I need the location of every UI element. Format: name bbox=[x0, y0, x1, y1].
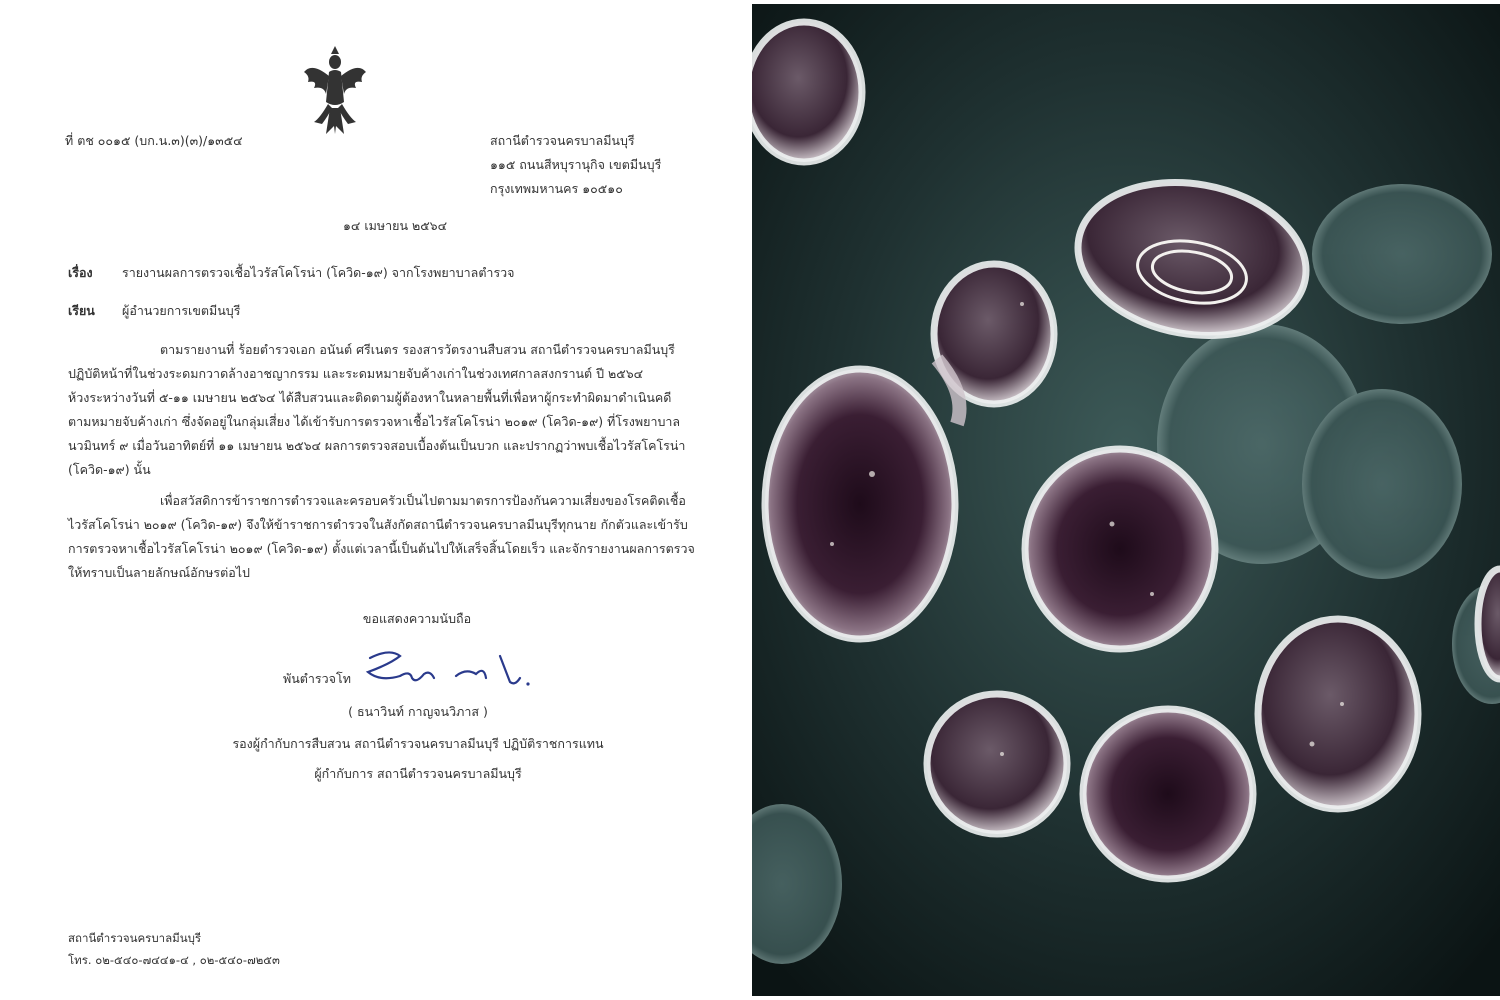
signer-title-line-1: รองผู้กำกับการสืบสวน สถานีตำรวจนครบาลมีนบุรี ปฏิบัติราชการแทน bbox=[232, 736, 604, 751]
virus-micrograph bbox=[752, 4, 1500, 996]
paragraph-line: นวมินทร์ ๙ เมื่อวันอาทิตย์ที่ ๑๑ เมษายน ๒๕๖๔ ผลการตรวจสอบเบื้องต้นเป็นบวก และปรากฏว่าพบเชื้อไวรัสโคโรน่า bbox=[68, 438, 686, 453]
paragraph-line: เพื่อสวัสดิการข้าราชการตำรวจและครอบครัวเป็นไปตามมาตรการป้องกันความเสี่ยงของโรคติดเชื้อ bbox=[160, 493, 686, 508]
recipient-text: ผู้อำนวยการเขตมีนบุรี bbox=[122, 303, 241, 318]
signer-rank: พันตำรวจโท bbox=[283, 671, 351, 686]
paragraph-line: ให้ทราบเป็นลายลักษณ์อักษรต่อไป bbox=[68, 565, 250, 580]
closing-salutation: ขอแสดงความนับถือ bbox=[362, 611, 472, 626]
paragraph-line: ตามรายงานที่ ร้อยตำรวจเอก อนันต์ ศรีเนตร รองสารวัตรงานสืบสวน สถานีตำรวจนครบาลมีนบุรี bbox=[160, 342, 675, 357]
letter-reference-number: ที่ ตช ๐๐๑๕ (บก.น.๓)(๓)/๑๓๕๔ bbox=[65, 133, 243, 148]
paragraph-line: ปฏิบัติหน้าที่ในช่วงระดมกวาดล้างอาชญากรรม และระดมหมายจับค้างเก่าในช่วงเทศกาลสงกรานต์ ปี ๒๕๖๔ bbox=[68, 366, 644, 381]
paragraph-line: ห้วงระหว่างวันที่ ๕-๑๑ เมษายน ๒๕๖๔ ได้สืบสวนและติดตามผู้ต้องหาในหลายพื้นที่เพื่อหาผู้กระทำผิดมาดำเนินคดี bbox=[68, 390, 672, 405]
micrograph-image bbox=[752, 4, 1500, 996]
subject-label: เรื่อง bbox=[68, 265, 93, 280]
letter-date: ๑๔ เมษายน ๒๕๖๔ bbox=[343, 218, 448, 233]
signer-name: ( ธนาวินท์ กาญจนวิภาส ) bbox=[348, 704, 488, 719]
paragraph-line: (โควิด-๑๙) นั้น bbox=[68, 462, 151, 477]
office-address-line-3: กรุงเทพมหานคร ๑๐๕๑๐ bbox=[490, 181, 623, 196]
office-address-line-1: สถานีตำรวจนครบาลมีนบุรี bbox=[490, 133, 635, 148]
office-address-line-2: ๑๑๕ ถนนสีหบุรานุกิจ เขตมีนบุรี bbox=[490, 157, 662, 172]
footer-office: สถานีตำรวจนครบาลมีนบุรี bbox=[68, 931, 202, 945]
footer-phone: โทร. ๐๒-๕๔๐-๗๔๔๑-๔ , ๐๒-๕๔๐-๗๒๕๓ bbox=[68, 953, 280, 967]
paragraph-line: ไวรัสโคโรน่า ๒๐๑๙ (โควิด-๑๙) จึงให้ข้าราชการตำรวจในสังกัดสถานีตำรวจนครบาลมีนบุรีทุกนาย กักตัวและเข้ารับ bbox=[68, 517, 688, 532]
signer-title-line-2: ผู้กำกับการ สถานีตำรวจนครบาลมีนบุรี bbox=[314, 766, 522, 781]
handwritten-signature-icon bbox=[360, 648, 550, 693]
paragraph-line: การตรวจหาเชื้อไวรัสโคโรน่า ๒๐๑๙ (โควิด-๑๙) ตั้งแต่เวลานี้เป็นต้นไปให้เสร็จสิ้นโดยเร็ว และจักรายงานผลการตรวจ bbox=[68, 541, 695, 556]
garuda-emblem-icon bbox=[300, 42, 370, 137]
paragraph-line: ตามหมายจับค้างเก่า ซึ่งจัดอยู่ในกลุ่มเสี่ยง ได้เข้ารับการตรวจหาเชื้อไวรัสโคโรน่า ๒๐๑๙ (โควิด-๑๙) ที่โรงพยาบาล bbox=[68, 414, 681, 429]
recipient-label: เรียน bbox=[68, 303, 95, 318]
subject-text: รายงานผลการตรวจเชื้อไวรัสโคโรน่า (โควิด-๑๙) จากโรงพยาบาลตำรวจ bbox=[122, 265, 515, 280]
